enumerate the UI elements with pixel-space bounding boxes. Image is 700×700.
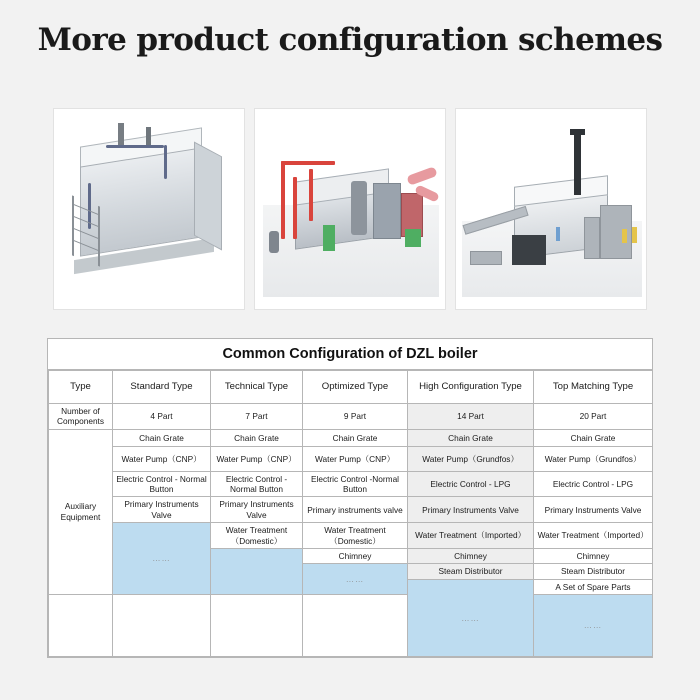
chimney-icon bbox=[574, 133, 581, 195]
boiler-pipe-shape bbox=[106, 145, 164, 148]
column-header-type: Type bbox=[49, 371, 113, 404]
configuration-table bbox=[48, 370, 653, 657]
plant-cyclone-shape bbox=[351, 181, 367, 235]
cell-aux-top-1: Chain Grate bbox=[534, 429, 653, 446]
boiler-pipe-shape bbox=[164, 145, 167, 179]
cell-aux-optimized-4: Primary instruments valve bbox=[303, 497, 408, 523]
column-header-top-matching: Top Matching Type bbox=[534, 371, 653, 404]
cell-aux-optimized-1: Chain Grate bbox=[303, 429, 408, 446]
configuration-table-block bbox=[47, 338, 653, 658]
cell-components-optimized: 9 Part bbox=[303, 404, 408, 430]
cell-aux-optimized-5: Water Treatment（Domestic） bbox=[303, 523, 408, 549]
boiler-stack-secondary-icon bbox=[146, 127, 151, 145]
column-header-standard: Standard Type bbox=[113, 371, 211, 404]
cell-aux-standard-1: Chain Grate bbox=[113, 429, 211, 446]
table-row bbox=[49, 429, 653, 446]
plant-equipment-box-shape bbox=[373, 183, 401, 239]
cell-aux-high-2: Water Pump（Grundfos） bbox=[408, 446, 534, 471]
cell-aux-top-filler bbox=[534, 594, 653, 656]
ellipsis-text: …… bbox=[461, 612, 480, 623]
cell-aux-high-4: Primary Instruments Valve bbox=[408, 497, 534, 523]
cell-aux-top-2: Water Pump（Grundfos） bbox=[534, 446, 653, 471]
cell-aux-technical-filler bbox=[211, 548, 303, 594]
cell-aux-high-7: Steam Distributor bbox=[408, 564, 534, 579]
cell-aux-high-5: Water Treatment（Imported） bbox=[408, 523, 534, 549]
cell-aux-standard-filler bbox=[113, 523, 211, 595]
product-photo-strip bbox=[53, 108, 647, 308]
table-row bbox=[49, 497, 653, 523]
table-row bbox=[49, 404, 653, 430]
boiler-ladder-shape bbox=[72, 195, 100, 266]
cell-aux-optimized-filler bbox=[303, 564, 408, 595]
site-fan-shape bbox=[584, 217, 600, 259]
site-dark-unit-shape bbox=[512, 235, 546, 265]
cell-aux-technical-1: Chain Grate bbox=[211, 429, 303, 446]
photo-boiler-3d-render bbox=[53, 108, 245, 310]
row-label-auxiliary-equipment: Auxiliary Equipment bbox=[49, 429, 113, 594]
ellipsis-text: …… bbox=[583, 620, 603, 631]
cell-aux-standard-filler-2 bbox=[113, 594, 211, 656]
cell-aux-optimized-6: Chimney bbox=[303, 548, 408, 563]
table-row bbox=[49, 471, 653, 497]
cell-aux-top-7: Steam Distributor bbox=[534, 564, 653, 579]
column-header-high-configuration: High Configuration Type bbox=[408, 371, 534, 404]
cell-auxiliary-label-filler bbox=[49, 594, 113, 656]
cell-aux-optimized-3: Electric Control -Normal Button bbox=[303, 471, 408, 497]
column-header-technical: Technical Type bbox=[211, 371, 303, 404]
cell-components-top: 20 Part bbox=[534, 404, 653, 430]
photo-boiler-chimney-line bbox=[455, 108, 647, 310]
site-dust-collector-shape bbox=[600, 205, 632, 259]
cell-aux-standard-4: Primary Instruments Valve bbox=[113, 497, 211, 523]
plant-red-pipe-shape bbox=[309, 169, 313, 221]
table-row bbox=[49, 446, 653, 471]
cell-aux-high-filler bbox=[408, 579, 534, 656]
photo-boiler-plant-layout bbox=[254, 108, 446, 310]
cell-aux-optimized-filler-2 bbox=[303, 594, 408, 656]
site-worker-icon bbox=[556, 227, 560, 241]
cell-aux-technical-5: Water Treatment（Domestic） bbox=[211, 523, 303, 549]
table-header-row bbox=[49, 371, 653, 404]
cell-aux-top-6: Chimney bbox=[534, 548, 653, 563]
plant-pump-shape bbox=[269, 231, 279, 253]
cell-aux-technical-2: Water Pump（CNP） bbox=[211, 446, 303, 471]
boiler-stack-icon bbox=[118, 123, 124, 145]
cell-aux-standard-3: Electric Control - Normal Button bbox=[113, 471, 211, 497]
plant-green-tank-shape bbox=[323, 225, 335, 251]
cell-aux-top-8: A Set of Spare Parts bbox=[534, 579, 653, 594]
cell-aux-high-1: Chain Grate bbox=[408, 429, 534, 446]
plant-red-pipe-shape bbox=[281, 161, 285, 239]
cell-components-high: 14 Part bbox=[408, 404, 534, 430]
ellipsis-text: …… bbox=[345, 573, 365, 584]
row-label-number-of-components: Number of Components bbox=[49, 404, 113, 430]
plant-red-pipe-shape bbox=[281, 161, 335, 165]
chimney-cap-icon bbox=[570, 129, 585, 135]
table-title: Common Configuration of DZL boiler bbox=[48, 339, 652, 370]
cell-aux-top-3: Electric Control - LPG bbox=[534, 471, 653, 497]
site-worker-icon bbox=[622, 229, 627, 243]
cell-aux-technical-4: Primary Instruments Valve bbox=[211, 497, 303, 523]
table-row bbox=[49, 523, 653, 549]
ellipsis-text: …… bbox=[152, 553, 171, 564]
boiler-side-shape bbox=[194, 142, 222, 251]
table-row bbox=[49, 594, 653, 656]
cell-aux-technical-3: Electric Control - Normal Button bbox=[211, 471, 303, 497]
cell-aux-technical-filler-2 bbox=[211, 594, 303, 656]
cell-aux-standard-2: Water Pump（CNP） bbox=[113, 446, 211, 471]
plant-red-pipe-shape bbox=[293, 177, 297, 239]
cell-aux-high-6: Chimney bbox=[408, 548, 534, 563]
page-title: More product configuration schemes bbox=[37, 22, 663, 58]
cell-components-standard: 4 Part bbox=[113, 404, 211, 430]
column-header-optimized: Optimized Type bbox=[303, 371, 408, 404]
cell-aux-top-5: Water Treatment（Imported） bbox=[534, 523, 653, 549]
cell-aux-top-4: Primary Instruments Valve bbox=[534, 497, 653, 523]
plant-duct-shape bbox=[406, 166, 438, 186]
site-hopper-shape bbox=[470, 251, 502, 265]
cell-components-technical: 7 Part bbox=[211, 404, 303, 430]
cell-aux-optimized-2: Water Pump（CNP） bbox=[303, 446, 408, 471]
site-worker-icon bbox=[632, 227, 637, 243]
plant-green-tank-shape bbox=[405, 229, 421, 247]
cell-aux-high-3: Electric Control - LPG bbox=[408, 471, 534, 497]
